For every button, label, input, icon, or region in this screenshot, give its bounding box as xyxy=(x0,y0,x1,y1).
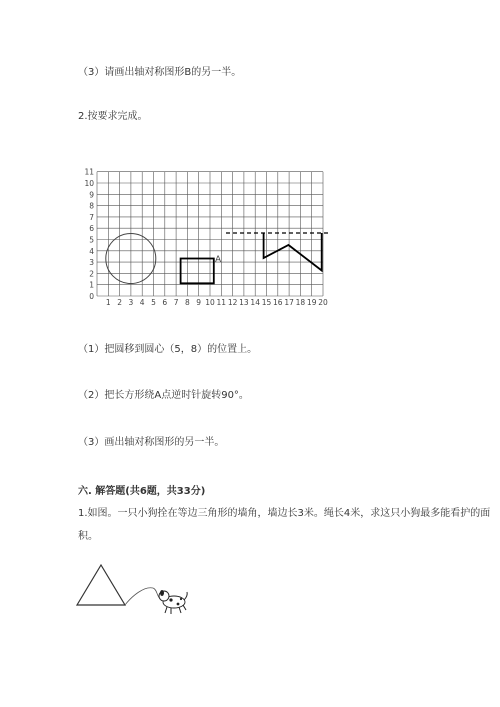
x-tick-label: 13 xyxy=(239,298,249,307)
y-tick-label: 3 xyxy=(89,258,94,268)
y-tick-label: 9 xyxy=(89,190,94,200)
y-tick-label: 7 xyxy=(89,212,94,222)
half-figure-shape xyxy=(264,233,322,271)
question-1-text: 1.如图。一只小狗拴在等边三角形的墙角，墙边长3米。绳长4米，求这只小狗最多能看护的面积。 xyxy=(78,508,491,542)
x-tick-label: 5 xyxy=(151,298,156,307)
x-tick-label: 20 xyxy=(318,298,328,307)
triangle-dog-figure xyxy=(70,560,210,620)
x-tick-label: 11 xyxy=(216,298,227,307)
y-tick-label: 11 xyxy=(84,167,94,177)
y-tick-label: 10 xyxy=(84,179,94,188)
y-tick-label: 6 xyxy=(89,224,94,234)
dog-icon xyxy=(159,590,187,614)
section-6-title: 六. 解答题(共6题，共33分) xyxy=(78,486,206,497)
x-tick-label: 18 xyxy=(295,298,306,307)
equilateral-triangle xyxy=(77,565,125,605)
y-tick-label: 4 xyxy=(89,246,94,256)
x-tick-label: 15 xyxy=(261,298,272,307)
x-tick-label: 10 xyxy=(205,298,215,307)
coordinate-grid xyxy=(0,0,500,320)
y-tick-label: 5 xyxy=(89,235,94,245)
x-tick-label: 12 xyxy=(227,298,238,307)
x-tick-label: 9 xyxy=(196,298,202,307)
x-tick-label: 4 xyxy=(139,298,145,307)
x-tick-label: 19 xyxy=(306,298,317,307)
question-3-top: （3）请画出轴对称图形B的另一半。 xyxy=(78,67,242,78)
y-tick-label: 1 xyxy=(89,280,94,290)
x-tick-label: 16 xyxy=(273,298,283,307)
x-tick-label: 6 xyxy=(162,298,168,307)
leash-rope xyxy=(125,588,162,605)
point-a-label: A xyxy=(215,255,222,265)
x-tick-label: 14 xyxy=(250,298,260,307)
x-tick-label: 17 xyxy=(284,298,294,307)
y-tick-label: 2 xyxy=(89,269,94,279)
x-tick-label: 2 xyxy=(117,298,122,307)
question-2-item-2: （2）把长方形绕A点逆时针旋转90°。 xyxy=(78,390,249,401)
y-tick-label: 8 xyxy=(89,201,94,211)
x-axis-labels xyxy=(106,298,328,307)
x-tick-label: 3 xyxy=(128,298,134,307)
question-2-title: 2.按要求完成。 xyxy=(78,111,148,122)
y-axis-labels xyxy=(84,168,94,301)
question-2-item-3: （3）画出轴对称图形的另一半。 xyxy=(78,437,225,448)
x-tick-label: 7 xyxy=(173,298,179,307)
x-tick-label: 1 xyxy=(105,298,111,307)
y-tick-label: 0 xyxy=(89,292,94,301)
x-tick-label: 8 xyxy=(185,298,190,307)
question-2-item-1: （1）把圆移到圆心（5，8）的位置上。 xyxy=(78,344,258,355)
